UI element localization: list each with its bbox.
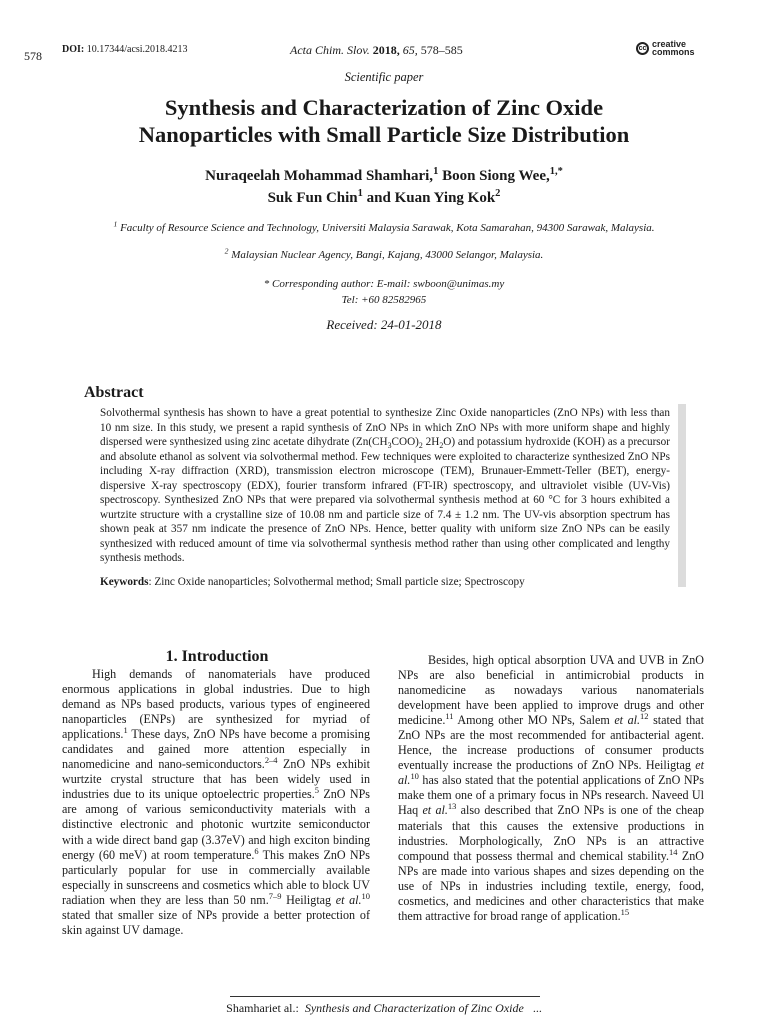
text-run: ZnO NPs are made into various shapes and sizes depending on the use of NPs in industries including textile, energy, food, cosmetics, and medicines and other characteristics that make them attractive for broad range of application. <box>398 848 704 923</box>
citation-sup: 5 <box>314 785 319 796</box>
affiliation-2 <box>60 246 708 261</box>
footer-title: Synthesis and Characterization of Zinc Oxide <box>304 1001 524 1015</box>
keywords-label: Keywords <box>100 576 149 588</box>
citation-sup: 15 <box>620 906 630 917</box>
journal-pages: 578–585 <box>420 43 463 57</box>
journal-year: 2018, <box>372 43 400 57</box>
paragraph <box>398 653 704 924</box>
citation-sup: 10 <box>410 771 419 782</box>
paragraph <box>62 667 370 938</box>
citation-sup: 7–9 <box>268 890 282 901</box>
citation-sup: 13 <box>447 801 457 812</box>
text-run: stated that smaller size of NPs provide a better protection of skin against UV damage. <box>62 907 370 937</box>
page-number: 578 <box>24 49 42 63</box>
body-column-left <box>62 667 370 938</box>
text-run: These days, ZnO NPs have become a promising candidates and gained more attention especially in nanomedicine and nano-semiconductors. <box>62 727 370 772</box>
author-list <box>60 165 708 209</box>
italic-run: et al. <box>335 892 362 907</box>
footer-ellipsis: ... <box>532 1001 542 1015</box>
title-line-1: Synthesis and Characterization of Zinc Oxide <box>164 95 604 120</box>
doi-value: 10.17344/acsi.2018.4213 <box>86 44 188 55</box>
cc-logo-icon: cc <box>636 42 649 55</box>
author-line-2 <box>60 187 708 209</box>
italic-run: et al. <box>398 758 704 788</box>
doi-label: DOI: <box>62 44 85 55</box>
author-name: and Kuan Ying Kok <box>362 190 496 206</box>
doi[interactable] <box>62 44 188 55</box>
author-name: Suk Fun Chin <box>267 190 358 206</box>
text-run: Among other MO NPs, Salem <box>453 713 615 728</box>
keywords <box>100 576 670 588</box>
text-run: also described that ZnO NPs is one of the cheap materials that this causes the extensive productions in industries. Morphologically, ZnO NPs is an attractive compound that possess thermal and chemical stability. <box>398 803 704 863</box>
text-run: has also stated that the potential applications of ZnO NPs make them one of a primary focus in NPs research. Naveed Ul Haq <box>398 773 704 818</box>
abstract-text: Solvothermal synthesis has shown to have a great potential to synthesize Zinc Oxide nanoparticles (ZnO NPs) with less than 10 nm size. In this study, we present a rapid synthesis of ZnO NPs in which ZnO NPs with more uniform shape and highly dispersed were synthesized using zinc acetate dihydrate ($Zn(CH_3COO)_2$ $2H_2O$) and potassium hydroxide (KOH) as a precursor and absolute ethanol as solvent via solvothermal method. Few techniques were exploited to characterize synthesized ZnO NPs including X-ray diffraction (XRD), transmission electron microscope (TEM), Brunauer-Emmett-Teller (BET), energy-dispersive X-ray spectroscopy (EDX), fourier transform infrared (FT-IR) spectroscopy, and ultraviolet visible (UV-Vis) spectroscopy. Synthesized ZnO NPs that were prepared via solvothermal synthesis method at 60 °C for 3 hours exhibited a wurtzite structure with a crystalline size of 10.08 nm and particle size of 7.4 ± 1.2 nm. The UV-vis absorption spectrum has shown peak at 357 nm indicate the presence of ZnO NPs. Hence, better quality with uniform size ZnO NPs can be easily synthesized with reduced amount of time via solvothermal synthesis method rather than using other complicated and lengthy synthesis methods. <box>100 407 670 564</box>
journal-citation <box>290 43 463 58</box>
affiliation-text: Faculty of Resource Science and Technology, Universiti Malaysia Sarawak, Kota Samarahan, 94300 Sarawak, Malaysia. <box>120 222 655 234</box>
text-run: This makes ZnO NPs particularly popular for use in commercially available especially in sunscreens and cosmetics which able to block UV radiation when they are less than 50 nm. <box>62 847 370 907</box>
citation-sup: 6 <box>254 845 259 856</box>
title-line-2: Nanoparticles with Small Particle Size Distribution <box>138 122 630 147</box>
footer-author: Shamhariet al.: <box>226 1001 299 1015</box>
author-affiliation-sup: 1,* <box>549 166 563 177</box>
text-run: High demands of nanomaterials have produced enormous applications in global industries. Due to high demand as NPs based products, various types of engineered nanoparticles (ENPs) are synthesized for myriad of applications. <box>62 667 370 742</box>
body-column-right <box>398 653 704 924</box>
citation-sup: 10 <box>361 890 370 901</box>
paper-title <box>60 94 708 148</box>
creative-commons-logo <box>636 40 695 56</box>
section-heading-introduction: 1. Introduction <box>165 648 269 665</box>
text-run: Besides, high optical absorption UVA and UVB in ZnO NPs are also beneficial in antimicrobial products in nanomedicine as nowadays various nanomaterials development have been applied to improve drugs and other medicine. <box>398 653 704 728</box>
journal-volume: 65, <box>402 43 418 57</box>
corresponding-phone: Tel: +60 82582965 <box>341 294 427 306</box>
citation-sup: 2–4 <box>264 755 278 766</box>
citation-sup: 11 <box>445 711 454 722</box>
journal-name: Acta Chim. Slov. <box>290 43 370 57</box>
author-affiliation-sup: 1 <box>433 166 439 177</box>
text-run: ZnO NPs are among of various semiconductivity materials with a distinctive electronic and photonic wurtzite semiconductor with a wide direct band gap (3.37eV) and high exciton binding energy (60 meV) at room temperature. <box>62 787 370 862</box>
author-affiliation-sup: 1 <box>357 188 363 199</box>
cc-logo-text: creative commons <box>652 39 695 57</box>
author-line-1 <box>60 165 708 187</box>
author-affiliation-sup: 2 <box>495 188 501 199</box>
affiliation-1 <box>60 219 708 234</box>
abstract-heading: Abstract <box>84 384 144 401</box>
italic-run: et al. <box>422 803 448 818</box>
keywords-text: : Zinc Oxide nanoparticles; Solvothermal method; Small particle size; Spectroscopy <box>148 576 525 588</box>
affiliation-sup: 1 <box>113 219 118 229</box>
author-name: Nuraqeelah Mohammad Shamhari, <box>205 168 434 184</box>
citation-sup: 14 <box>668 846 678 857</box>
footer-rule <box>230 996 540 997</box>
corresponding-email[interactable]: * Corresponding author: E-mail: swboon@unimas.my <box>263 278 505 290</box>
italic-run: et al. <box>614 713 641 728</box>
citation-sup: 1 <box>123 725 128 736</box>
citation-sup: 12 <box>640 711 649 722</box>
affiliation-text: Malaysian Nuclear Agency, Bangi, Kajang, 43000 Selangor, Malaysia. <box>231 249 544 261</box>
running-footer <box>0 1001 768 1016</box>
received-date: Received: 24-01-2018 <box>326 317 442 332</box>
affiliation-sup: 2 <box>224 246 229 256</box>
text-run: Heiligtag <box>281 892 336 907</box>
text-run: ZnO NPs exhibit wurtzite crystal structure that has been widely used in industries due to its unique optoelectric properties. <box>62 757 370 802</box>
corresponding-author <box>60 276 708 308</box>
author-name: Boon Siong Wee, <box>438 168 550 184</box>
text-run: stated that ZnO NPs are the most recommended for antibacterial agent. Hence, the increase productions of consumer products eventually increase the productions of ZnO NPs. Heiligtag <box>398 713 704 773</box>
paper-type: Scientific paper <box>344 70 424 84</box>
